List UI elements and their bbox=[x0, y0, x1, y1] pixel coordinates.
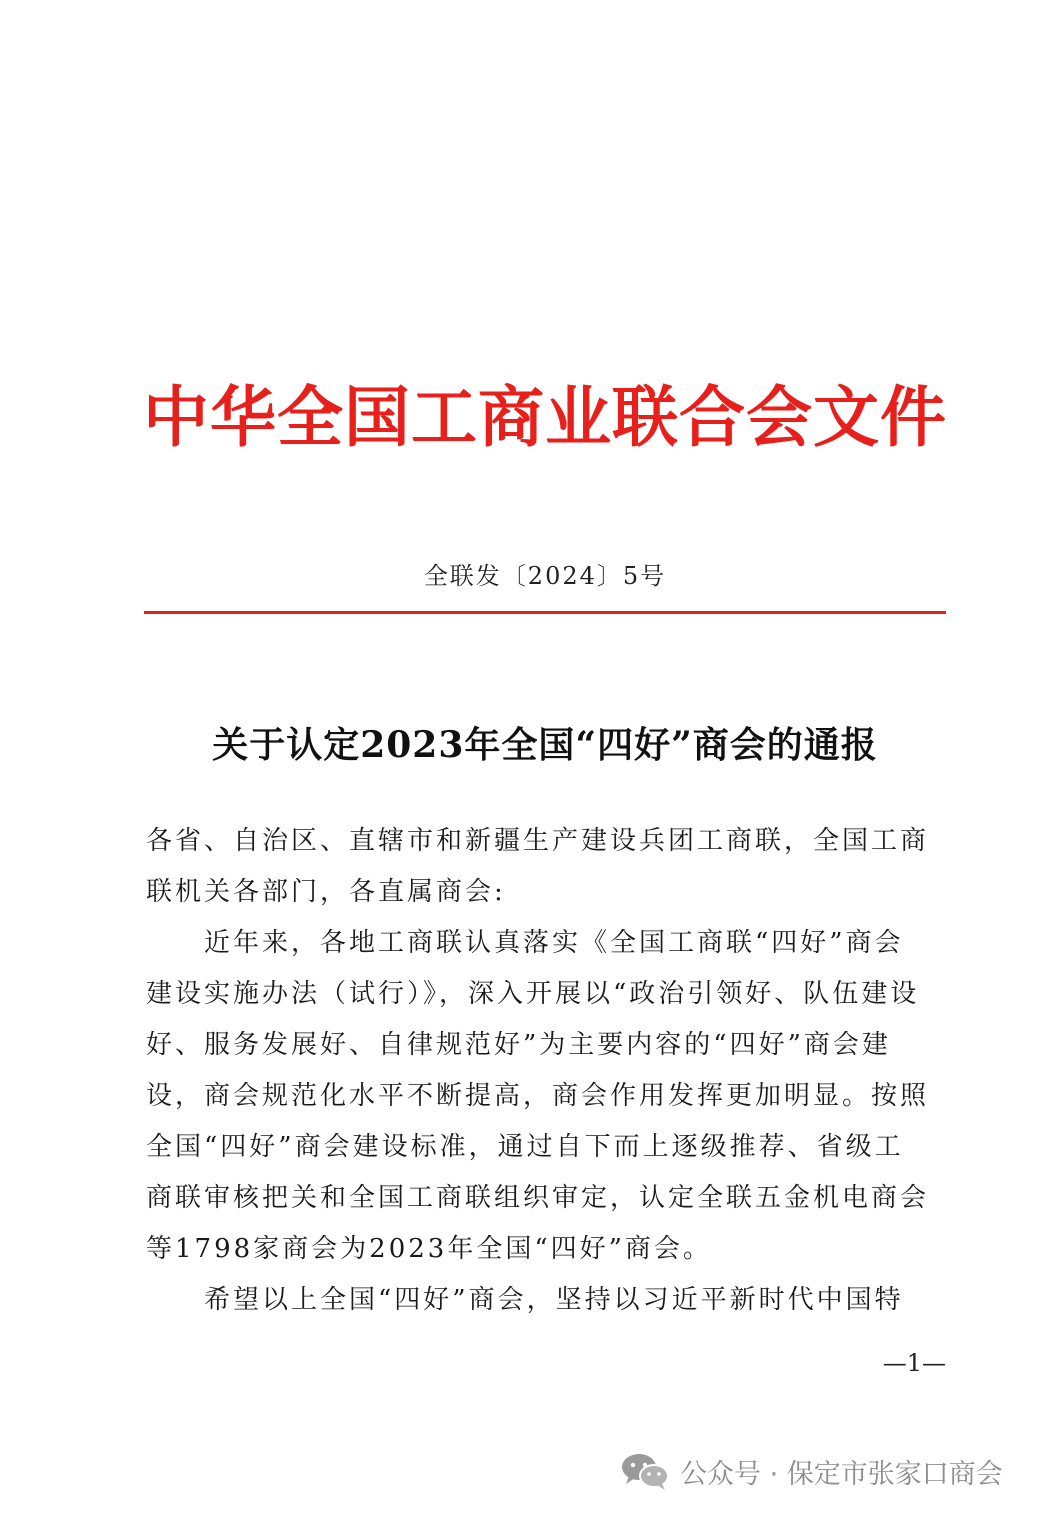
page-number: —1— bbox=[882, 1349, 946, 1377]
red-divider bbox=[144, 611, 946, 614]
body-line: 商联审核把关和全国工商联组织审定，认定全联五金机电商会 bbox=[146, 1183, 930, 1213]
body-line: 近年来，各地工商联认真落实《全国工商联“四好”商会 bbox=[204, 928, 904, 958]
body-line: 希望以上全国“四好”商会，坚持以习近平新时代中国特 bbox=[204, 1285, 904, 1315]
body-line: 建设实施办法（试行）》，深入开展以“政治引领好、队伍建设 bbox=[146, 979, 920, 1009]
doc-number: 全联发〔2024〕5号 bbox=[423, 562, 667, 590]
notice-title: 关于认定2023年全国“四好”商会的通报 bbox=[212, 724, 878, 766]
body-line: 联机关各部门，各直属商会: bbox=[146, 877, 506, 907]
body-line: 全国“四好”商会建设标准，通过自下而上逐级推荐、省级工 bbox=[146, 1132, 904, 1162]
watermark-text: 公众号 · 保定市张家口商会 bbox=[680, 1458, 1003, 1490]
body-text bbox=[146, 816, 946, 1326]
org-title: 中华全国工商业联合会文件 bbox=[143, 379, 947, 456]
body-line: 好、服务发展好、自律规范好”为主要内容的“四好”商会建 bbox=[146, 1030, 891, 1060]
body-line: 等1798家商会为2023年全国“四好”商会。 bbox=[146, 1234, 712, 1264]
watermark bbox=[620, 1446, 1003, 1496]
body-line: 设，商会规范化水平不断提高，商会作用发挥更加明显。按照 bbox=[146, 1081, 930, 1111]
body-line: 各省、自治区、直辖市和新疆生产建设兵团工商联，全国工商 bbox=[146, 826, 930, 856]
wechat-icon bbox=[620, 1451, 670, 1491]
